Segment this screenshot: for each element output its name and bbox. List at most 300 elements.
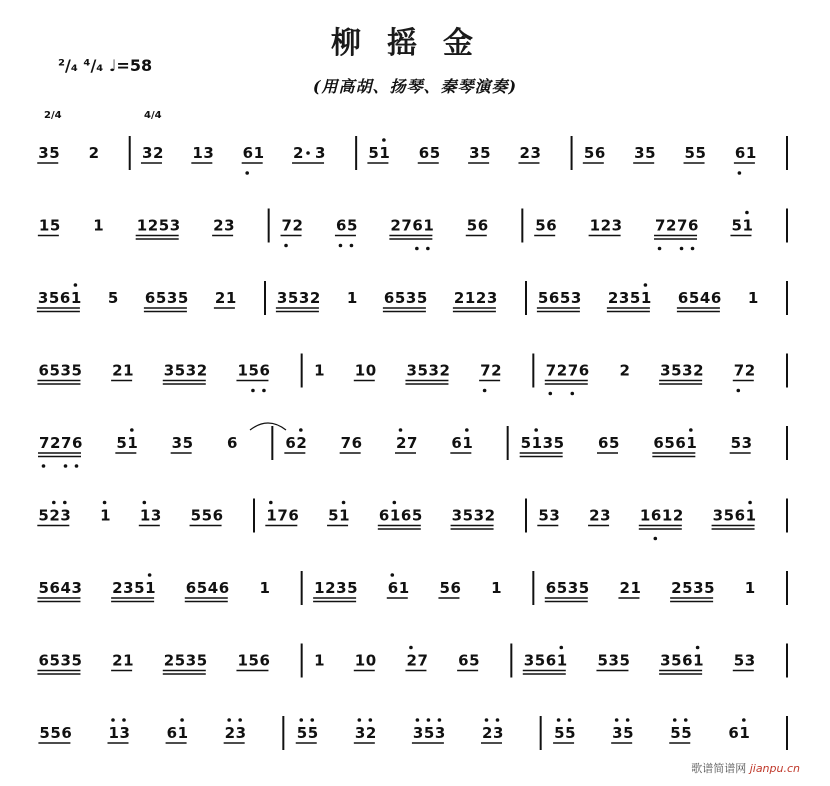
note-digit: 5 xyxy=(248,651,259,670)
note-digit: 2 xyxy=(556,361,568,380)
note-digit: 1 xyxy=(742,216,753,235)
note-digit: 6 xyxy=(688,216,699,235)
note-digit: 5 xyxy=(49,144,60,162)
note-digit: 2 xyxy=(112,361,123,380)
note-digit: 6 xyxy=(387,579,399,597)
note-digit: 2 xyxy=(365,724,377,742)
note-digit: 7 xyxy=(61,434,72,452)
high-octave-dot xyxy=(382,138,386,142)
note-digit: 7 xyxy=(567,361,579,380)
note-digit: 5 xyxy=(462,506,473,525)
low-octave-dot xyxy=(42,464,46,468)
high-octave-dot xyxy=(615,718,619,722)
note-digit: 0 xyxy=(365,361,377,380)
high-octave-dot xyxy=(748,501,752,505)
low-octave-dot xyxy=(245,171,249,175)
high-octave-dot xyxy=(269,501,273,505)
note-digit: 5 xyxy=(466,216,478,235)
note-digit: 5 xyxy=(158,216,170,235)
note-digit: 1 xyxy=(630,579,641,597)
note-digit: 3 xyxy=(235,724,247,742)
note-digit: 1 xyxy=(745,144,757,162)
note-digit: 6 xyxy=(682,651,693,670)
note-digit: 6 xyxy=(351,434,363,452)
time-signature-2-4: 2/4 xyxy=(44,110,62,121)
note-digit: 6 xyxy=(144,289,156,307)
high-octave-dot xyxy=(227,718,231,722)
note-digit: 1 xyxy=(136,216,148,235)
note-digit: 6 xyxy=(450,579,461,597)
note-digit: 5 xyxy=(417,361,428,380)
note-digit: 6 xyxy=(383,289,395,307)
high-octave-dot xyxy=(559,646,563,650)
note-digit: 2 xyxy=(619,361,630,380)
note-digit: 5 xyxy=(196,579,208,597)
augmentation-dot xyxy=(306,151,310,155)
note-digit: 1 xyxy=(464,289,476,307)
note-digit: 2 xyxy=(396,434,407,452)
high-octave-dot xyxy=(416,718,420,722)
tempo-marking: ²/₄ ⁴/₄ ♩=58 xyxy=(58,56,153,75)
note-digit: 6 xyxy=(675,434,686,452)
note-digit: 3 xyxy=(567,579,579,597)
note-digit: 7 xyxy=(655,216,666,235)
score-subtitle: (用高胡、扬琴、秦琴演奏) xyxy=(312,77,518,96)
note-digit: 2 xyxy=(152,144,164,162)
low-octave-dot xyxy=(64,464,68,468)
note-digit: 5 xyxy=(731,216,742,235)
note-digit: 1 xyxy=(225,289,237,307)
note-digit: 6 xyxy=(212,506,223,525)
note-digit: 6 xyxy=(242,144,254,162)
note-digit: 1 xyxy=(346,289,358,307)
note-digit: 6 xyxy=(598,434,609,452)
note-digit: 1 xyxy=(38,216,50,235)
note-digit: 2 xyxy=(491,361,502,380)
note-digit: 3 xyxy=(660,361,671,380)
note-digit: 5 xyxy=(174,361,186,380)
note-digit: 6 xyxy=(285,434,296,452)
note-digit: 1 xyxy=(314,361,325,380)
note-digit: 6 xyxy=(259,651,270,670)
high-octave-dot xyxy=(63,501,67,505)
high-octave-dot xyxy=(130,428,134,432)
note-digit: 3 xyxy=(542,434,554,452)
low-octave-dot xyxy=(284,244,288,248)
note-digit: 7 xyxy=(277,506,288,525)
high-octave-dot xyxy=(399,428,403,432)
note-digit: 2 xyxy=(309,289,321,307)
high-octave-dot xyxy=(644,283,648,287)
high-octave-dot xyxy=(342,501,346,505)
note-digit: 6 xyxy=(288,506,299,525)
note-digit: 1 xyxy=(379,144,390,162)
note-digit: 3 xyxy=(336,579,347,597)
note-digit: 2 xyxy=(672,506,684,525)
note-digit: 6 xyxy=(594,144,606,162)
note-digit: 5 xyxy=(190,506,201,525)
high-octave-dot xyxy=(52,501,56,505)
low-octave-dot xyxy=(339,244,343,248)
note-digit: 5 xyxy=(671,651,682,670)
note-digit: 0 xyxy=(365,651,377,670)
high-octave-dot xyxy=(673,718,677,722)
note-digit: 5 xyxy=(328,506,339,525)
note-digit: 5 xyxy=(38,506,49,525)
note-digit: 5 xyxy=(578,579,590,597)
note-digit: 7 xyxy=(401,216,412,235)
note-digit: 2 xyxy=(163,651,175,670)
high-octave-dot xyxy=(122,718,126,722)
note-digit: 5 xyxy=(174,651,186,670)
note-digit: 3 xyxy=(660,651,671,670)
note-digit: 5 xyxy=(155,289,167,307)
low-octave-dot xyxy=(415,247,419,251)
note-digit: 5 xyxy=(619,651,630,670)
note-digit: 5 xyxy=(730,434,742,452)
note-digit: 6 xyxy=(677,289,689,307)
low-octave-dot xyxy=(654,537,658,541)
high-octave-dot xyxy=(358,718,362,722)
high-octave-dot xyxy=(684,718,688,722)
note-digit: 3 xyxy=(712,506,723,525)
note-digit: 6 xyxy=(59,289,71,307)
note-digit: 2 xyxy=(390,216,401,235)
note-digit: 2 xyxy=(519,144,530,162)
high-octave-dot xyxy=(557,718,561,722)
note-digit: 5 xyxy=(134,579,145,597)
note-digit: 2 xyxy=(607,289,619,307)
note-digit: 5 xyxy=(684,144,695,162)
high-octave-dot xyxy=(534,428,538,432)
low-octave-dot xyxy=(691,247,695,251)
note-digit: 5 xyxy=(723,506,734,525)
note-digit: 3 xyxy=(486,289,498,307)
note-digit: 3 xyxy=(406,361,417,380)
note-digit: 1 xyxy=(744,579,756,597)
note-digit: 1 xyxy=(127,434,138,452)
note-digit: 2 xyxy=(744,361,756,380)
note-digit: 6 xyxy=(477,216,489,235)
note-digit: 2 xyxy=(293,144,304,162)
note-digit: 5 xyxy=(296,724,308,742)
note-digit: 2 xyxy=(439,361,450,380)
note-digit: 5 xyxy=(671,361,682,380)
note-digit: 3 xyxy=(741,434,753,452)
note-digit: 3 xyxy=(123,579,134,597)
note-digit: 6 xyxy=(548,289,560,307)
tie-arc xyxy=(250,423,286,430)
note-digit: 3 xyxy=(473,506,484,525)
note-digit: 5 xyxy=(537,289,549,307)
note-digit: 5 xyxy=(307,724,319,742)
note-digit: 1 xyxy=(739,724,750,742)
high-octave-dot xyxy=(427,718,431,722)
note-digit: 1 xyxy=(70,289,82,307)
high-octave-dot xyxy=(111,718,115,722)
note-digit: 3 xyxy=(412,724,424,742)
high-octave-dot xyxy=(568,718,572,722)
note-digit: 6 xyxy=(49,579,60,597)
note-digit: 6 xyxy=(545,651,557,670)
watermark xyxy=(691,760,800,776)
note-digit: 2 xyxy=(619,579,630,597)
note-digit: 5 xyxy=(416,289,428,307)
note-digit: 5 xyxy=(347,579,358,597)
note-digit: 5 xyxy=(670,724,681,742)
high-octave-dot xyxy=(745,211,749,215)
note-digit: 2 xyxy=(213,216,224,235)
low-octave-dot xyxy=(75,464,79,468)
note-digit: 5 xyxy=(49,361,60,380)
note-digit: 1 xyxy=(100,506,111,525)
note-digit: 3 xyxy=(224,216,235,235)
note-digit: 5 xyxy=(538,506,549,525)
note-digit: 3 xyxy=(600,506,611,525)
note-digit: 6 xyxy=(38,361,49,380)
note-digit: 6 xyxy=(259,361,270,380)
note-digit: 3 xyxy=(71,579,82,597)
note-digit: 3 xyxy=(38,144,49,162)
note-digit: 2 xyxy=(325,579,336,597)
note-digit: 4 xyxy=(60,579,71,597)
note-digit: 5 xyxy=(346,216,358,235)
note-digit: 1 xyxy=(253,144,265,162)
note-digit: 6 xyxy=(185,579,197,597)
note-digit: 3 xyxy=(185,361,197,380)
score-title: 柳摇金 xyxy=(331,26,499,61)
note-digit: 5 xyxy=(645,144,656,162)
note-digit: 1 xyxy=(237,651,248,670)
note-digit: 6 xyxy=(545,579,557,597)
note-digit: 1 xyxy=(314,651,325,670)
watermark-site-cn: 歌谱简谱网 xyxy=(691,762,747,775)
note-digit: 7 xyxy=(480,361,491,380)
note-digit: 5 xyxy=(565,724,576,742)
note-digit: 6 xyxy=(710,289,722,307)
note-digit: 5 xyxy=(182,434,194,452)
note-digit: 7 xyxy=(407,434,418,452)
high-octave-dot xyxy=(438,718,442,722)
note-digit: 2 xyxy=(671,579,682,597)
note-digit: 3 xyxy=(185,651,197,670)
note-digit: 3 xyxy=(163,361,175,380)
note-digit: 5 xyxy=(583,144,595,162)
note-digit: 3 xyxy=(523,651,535,670)
note-digit: 7 xyxy=(733,361,745,380)
note-digit: 5 xyxy=(681,724,692,742)
note-digit: 1 xyxy=(177,724,189,742)
note-digit: 1 xyxy=(145,579,156,597)
low-octave-dot xyxy=(658,247,662,251)
note-digit: 3 xyxy=(634,144,645,162)
low-octave-dot xyxy=(738,171,742,175)
note-digit: 3 xyxy=(611,216,623,235)
note-digit: 6 xyxy=(61,724,72,742)
note-digit: 5 xyxy=(71,361,82,380)
high-octave-dot xyxy=(299,428,303,432)
note-digit: 2 xyxy=(214,289,226,307)
note-digit: 6 xyxy=(734,144,746,162)
note-digit: 5 xyxy=(629,289,641,307)
note-digit: 5 xyxy=(559,289,571,307)
note-digit: 2 xyxy=(475,289,487,307)
note-digit: 2 xyxy=(50,434,61,452)
note-digit: 1 xyxy=(556,651,568,670)
low-octave-dot xyxy=(680,247,684,251)
note-digit: 1 xyxy=(123,651,134,670)
note-digit: 5 xyxy=(556,579,568,597)
note-digit: 5 xyxy=(248,361,259,380)
note-digit: 6 xyxy=(653,434,664,452)
note-digit: 5 xyxy=(520,434,532,452)
note-digit: 6 xyxy=(418,144,430,162)
note-digit: 6 xyxy=(451,434,462,452)
note-digit: 3 xyxy=(37,289,49,307)
note-digit: 1 xyxy=(314,579,325,597)
high-octave-dot xyxy=(180,718,184,722)
note-digit: 2 xyxy=(600,216,612,235)
note-digit: 2 xyxy=(589,506,600,525)
note-digit: 2 xyxy=(666,216,677,235)
note-digit: 5 xyxy=(107,289,119,307)
note-digit: 5 xyxy=(439,579,450,597)
note-digit: 6 xyxy=(72,434,83,452)
note-digit: 1 xyxy=(639,506,651,525)
note-digit: 3 xyxy=(354,724,366,742)
note-digit: 3 xyxy=(141,144,153,162)
time-signature-4-4: 4/4 xyxy=(144,110,162,121)
note-digit: 6 xyxy=(412,216,423,235)
note-digit: 1 xyxy=(354,361,366,380)
note-digit: 5 xyxy=(48,289,60,307)
note-digit: 5 xyxy=(116,434,127,452)
note-digit: 5 xyxy=(368,144,379,162)
note-digit: 3 xyxy=(428,361,439,380)
note-digit: 6 xyxy=(218,579,230,597)
note-digit: 4 xyxy=(207,579,219,597)
high-octave-dot xyxy=(393,501,397,505)
note-digit: 6 xyxy=(166,724,178,742)
note-digit: 5 xyxy=(688,289,700,307)
note-digit: 1 xyxy=(661,506,673,525)
note-digit: 1 xyxy=(339,506,350,525)
note-digit: 1 xyxy=(139,506,151,525)
note-digit: 5 xyxy=(480,144,491,162)
note-digit: 1 xyxy=(354,651,366,670)
high-octave-dot xyxy=(310,718,314,722)
note-digit: 5 xyxy=(469,651,480,670)
low-octave-dot xyxy=(350,244,354,248)
note-digit: 3 xyxy=(405,289,417,307)
note-digit: 3 xyxy=(150,506,162,525)
note-digit: 1 xyxy=(686,434,697,452)
high-octave-dot xyxy=(143,501,147,505)
note-digit: 5 xyxy=(394,289,406,307)
low-octave-dot xyxy=(736,389,740,393)
high-octave-dot xyxy=(369,718,373,722)
note-digit: 5 xyxy=(287,289,299,307)
note-digit: 1 xyxy=(237,361,248,380)
note-digit: 5 xyxy=(609,434,620,452)
watermark-site-en: jianpu.cn xyxy=(749,762,800,775)
note-digit: 6 xyxy=(38,651,49,670)
note-digit: 1 xyxy=(747,289,759,307)
note-digit: 5 xyxy=(623,724,634,742)
note-digit: 5 xyxy=(39,724,50,742)
note-digit: 2 xyxy=(112,579,123,597)
high-octave-dot xyxy=(485,718,489,722)
low-octave-dot xyxy=(570,392,574,396)
high-octave-dot xyxy=(409,646,413,650)
note-digit: 2 xyxy=(453,289,465,307)
note-digit: 6 xyxy=(578,361,590,380)
low-octave-dot xyxy=(262,389,266,393)
note-digit: 1 xyxy=(589,216,601,235)
high-octave-dot xyxy=(626,718,630,722)
note-digit: 5 xyxy=(597,651,608,670)
note-digit: 3 xyxy=(60,651,71,670)
high-octave-dot xyxy=(103,501,107,505)
note-digit: 2 xyxy=(147,216,159,235)
note-digit: 1 xyxy=(108,724,119,742)
note-digit: 3 xyxy=(315,144,326,162)
note-digit: 1 xyxy=(693,651,704,670)
note-digit: 1 xyxy=(259,579,270,597)
note-digit: 3 xyxy=(171,434,183,452)
note-digit: 3 xyxy=(298,289,310,307)
note-digit: 3 xyxy=(549,506,560,525)
note-digit: 6 xyxy=(650,506,662,525)
note-digit: 5 xyxy=(71,651,82,670)
note-digit: 3 xyxy=(744,651,756,670)
note-digit: 5 xyxy=(695,144,706,162)
note-digit: 2 xyxy=(296,434,307,452)
high-octave-dot xyxy=(689,428,693,432)
note-digit: 1 xyxy=(491,579,502,597)
high-octave-dot xyxy=(238,718,242,722)
note-digit: 3 xyxy=(119,724,130,742)
note-digit: 3 xyxy=(492,724,504,742)
note-digit: 5 xyxy=(201,506,212,525)
note-digit: 3 xyxy=(434,724,446,742)
note-digit: 7 xyxy=(417,651,428,670)
note-digit: 3 xyxy=(570,289,582,307)
note-digit: 1 xyxy=(389,506,401,525)
note-digit: 1 xyxy=(423,216,434,235)
note-digit: 5 xyxy=(49,651,60,670)
high-octave-dot xyxy=(74,283,78,287)
note-digit: 7 xyxy=(677,216,688,235)
high-octave-dot xyxy=(390,573,394,577)
note-digit: 5 xyxy=(534,651,546,670)
note-digit: 6 xyxy=(546,216,557,235)
low-octave-dot xyxy=(548,392,552,396)
note-digit: 3 xyxy=(166,289,178,307)
note-digit: 5 xyxy=(411,506,423,525)
note-digit: 5 xyxy=(682,579,693,597)
note-digit: 6 xyxy=(734,506,745,525)
high-octave-dot xyxy=(496,718,500,722)
note-digit: 1 xyxy=(266,506,277,525)
note-digit: 7 xyxy=(340,434,352,452)
note-digit: 3 xyxy=(60,361,71,380)
note-digit: 6 xyxy=(400,506,412,525)
note-digit: 3 xyxy=(693,579,704,597)
note-digit: 5 xyxy=(196,651,208,670)
note-digit: 2 xyxy=(88,144,100,162)
note-digit: 3 xyxy=(60,506,71,525)
